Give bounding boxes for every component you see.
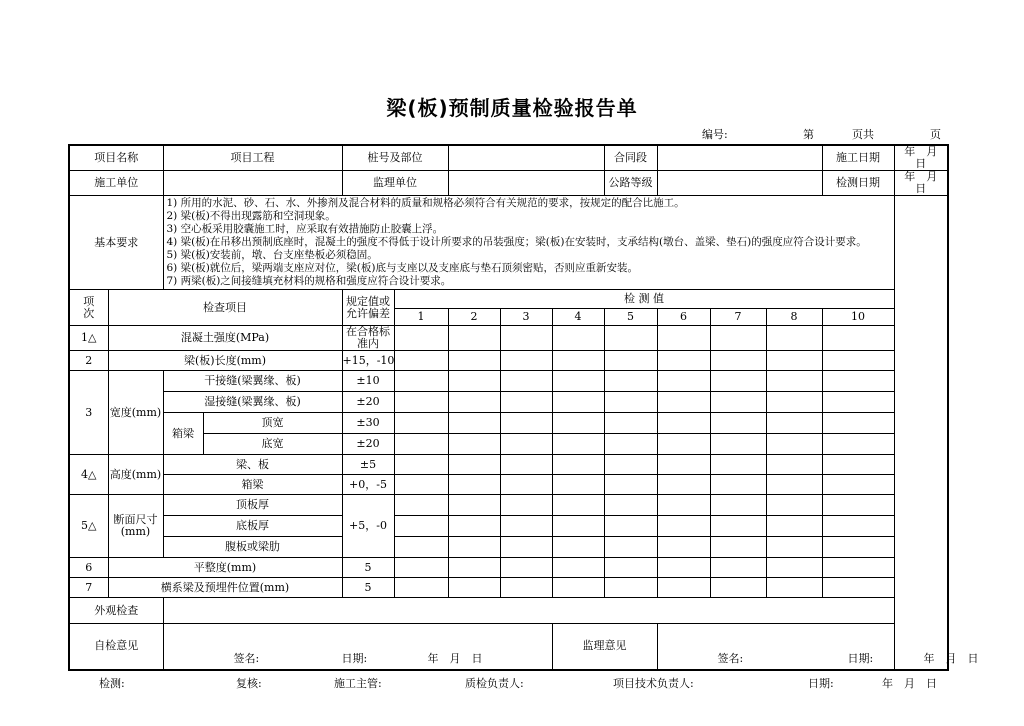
measure-cell[interactable] (500, 578, 552, 598)
page-unit: 页 (930, 128, 941, 141)
measure-cell[interactable] (394, 351, 448, 371)
measure-cell[interactable] (500, 434, 552, 455)
sub-item: 湿接缝(梁翼缘、板) (163, 392, 342, 413)
measure-cell[interactable] (604, 558, 657, 578)
measure-cell[interactable] (657, 413, 710, 434)
sub-item: 箱梁 (163, 475, 342, 495)
measure-cell[interactable] (657, 578, 710, 598)
spec-value: ±30 (342, 413, 394, 434)
measure-cell[interactable] (822, 326, 894, 351)
spec-value: 在合格标准内 (342, 326, 394, 351)
measure-col-header: 5 (604, 309, 657, 326)
sub-item: 顶板厚 (163, 495, 342, 516)
supervision-ymd: 年 月 日 (923, 651, 979, 665)
requirement-line: 5) 梁(板)安装前，墩、台支座垫板必须稳固。 (166, 249, 378, 261)
measure-cell[interactable] (448, 413, 500, 434)
measure-cell[interactable] (657, 558, 710, 578)
measure-cell[interactable] (394, 392, 448, 413)
check-item: 混凝土强度(MPa) (108, 326, 342, 351)
footer-site-manager: 施工主管: (334, 677, 382, 690)
measure-cell[interactable] (710, 434, 766, 455)
measure-cell[interactable] (448, 371, 500, 392)
measure-cell[interactable] (448, 558, 500, 578)
measure-cell[interactable] (394, 495, 448, 516)
spec-value: ±20 (342, 392, 394, 413)
measure-cell[interactable] (822, 475, 894, 495)
measure-cell[interactable] (822, 495, 894, 516)
measure-cell[interactable] (552, 455, 604, 475)
measure-cell[interactable] (657, 371, 710, 392)
project-name-label: 项目名称 (69, 145, 163, 171)
measure-cell[interactable] (552, 495, 604, 516)
measure-cell[interactable] (604, 326, 657, 351)
measure-cell[interactable] (604, 537, 657, 558)
measure-cell[interactable] (448, 495, 500, 516)
contract-value[interactable] (657, 145, 822, 171)
measure-cell[interactable] (500, 326, 552, 351)
supervisor-value[interactable] (448, 171, 604, 196)
measure-cell[interactable] (657, 351, 710, 371)
measure-cell[interactable] (448, 475, 500, 495)
report-title: 梁(板)预制质量检验报告单 (386, 96, 638, 120)
measure-cell[interactable] (657, 326, 710, 351)
basic-requirements-text (163, 196, 894, 290)
construction-date-value[interactable]: 年 月 日 (894, 145, 948, 171)
measured-values-header: 检 测 值 (394, 290, 894, 309)
item-number: 5△ (69, 495, 108, 558)
measure-cell[interactable] (710, 516, 766, 537)
measure-col-header: 3 (500, 309, 552, 326)
sub-item: 梁、板 (163, 455, 342, 475)
sub-item: 箱梁 (163, 413, 203, 455)
station-label: 桩号及部位 (342, 145, 448, 171)
measure-cell[interactable] (766, 537, 822, 558)
spec-value: 5 (342, 578, 394, 598)
measure-cell[interactable] (657, 475, 710, 495)
measure-cell[interactable] (552, 351, 604, 371)
measure-cell[interactable] (710, 475, 766, 495)
measure-cell[interactable] (448, 537, 500, 558)
measure-cell[interactable] (766, 578, 822, 598)
measure-cell[interactable] (552, 516, 604, 537)
requirement-line: 4) 梁(板)在吊移出预制底座时，混凝土的强度不得低于设计所要求的吊装强度；梁(板)在安装时，支承结构(墩台、盖梁、垫石)的强度应符合设计要求。 (166, 236, 867, 248)
requirement-line: 6) 梁(板)就位后，梁两端支座应对位，梁(板)底与支座以及支座底与垫石顶须密贴，否则应重新安装。 (166, 262, 638, 274)
spec-value: ±5 (342, 455, 394, 475)
measure-col-header: 6 (657, 309, 710, 326)
measure-cell[interactable] (604, 351, 657, 371)
measure-cell[interactable] (822, 371, 894, 392)
measure-cell[interactable] (394, 326, 448, 351)
supervisor-label: 监理单位 (342, 171, 448, 196)
test-date-label: 检测日期 (822, 171, 894, 196)
self-check-field[interactable] (163, 624, 552, 670)
check-item: 高度(mm) (108, 455, 163, 495)
measure-cell[interactable] (822, 537, 894, 558)
measure-col-header: 8 (766, 309, 822, 326)
road-grade-label: 公路等级 (604, 171, 657, 196)
measure-cell[interactable] (822, 351, 894, 371)
measure-cell[interactable] (766, 371, 822, 392)
item-number: 4△ (69, 455, 108, 495)
requirement-line: 7) 两梁(板)之间接缝填充材料的规格和强度应符合设计要求。 (166, 275, 452, 287)
measure-cell[interactable] (500, 558, 552, 578)
measure-cell[interactable] (394, 558, 448, 578)
measure-cell[interactable] (657, 516, 710, 537)
measure-cell[interactable] (822, 578, 894, 598)
sub-item: 干接缝(梁翼缘、板) (163, 371, 342, 392)
requirement-line: 1) 所用的水泥、砂、石、水、外掺剂及混合材料的质量和规格必须符合有关规范的要求，按规定的配合比施工。 (166, 197, 685, 209)
measure-cell[interactable] (448, 455, 500, 475)
measure-cell[interactable] (604, 516, 657, 537)
measure-cell[interactable] (500, 413, 552, 434)
measure-col-header: 2 (448, 309, 500, 326)
appearance-check-field[interactable] (163, 598, 894, 624)
measure-cell[interactable] (710, 413, 766, 434)
basic-requirements-label: 基本要求 (69, 196, 163, 290)
check-item: 平整度(mm) (108, 558, 342, 578)
footer-tech-lead: 项目技术负责人: (613, 677, 694, 690)
measure-cell[interactable] (710, 351, 766, 371)
measure-cell[interactable] (394, 413, 448, 434)
footer-signatures (0, 675, 1024, 689)
check-item: 断面尺寸 (mm) (108, 495, 163, 558)
spec-value: ±20 (342, 434, 394, 455)
measure-cell[interactable] (552, 326, 604, 351)
measure-cell[interactable] (822, 455, 894, 475)
measure-cell[interactable] (710, 537, 766, 558)
contractor-value[interactable] (163, 171, 342, 196)
footer-ymd: 年 月 日 (882, 677, 937, 690)
measure-cell[interactable] (822, 413, 894, 434)
measure-cell[interactable] (552, 371, 604, 392)
measure-cell[interactable] (552, 413, 604, 434)
footer-inspect: 检测: (99, 677, 125, 690)
measure-cell[interactable] (604, 578, 657, 598)
measure-cell[interactable] (448, 392, 500, 413)
requirement-line: 2) 梁(板)不得出现露筋和空洞现象。 (166, 210, 336, 222)
measure-cell[interactable] (766, 475, 822, 495)
measure-cell[interactable] (766, 558, 822, 578)
spec-value: +5，-0 (342, 495, 394, 558)
measure-cell[interactable] (394, 516, 448, 537)
sub-item: 底板厚 (163, 516, 342, 537)
measure-cell[interactable] (394, 537, 448, 558)
measure-cell[interactable] (604, 392, 657, 413)
supervision-date-label: 日期: (847, 651, 874, 665)
measure-cell[interactable] (500, 351, 552, 371)
measure-cell[interactable] (394, 475, 448, 495)
measure-cell[interactable] (710, 455, 766, 475)
measure-cell[interactable] (766, 495, 822, 516)
supervision-field[interactable] (657, 624, 979, 670)
appearance-check-label: 外观检查 (69, 598, 163, 624)
measure-cell[interactable] (710, 392, 766, 413)
measure-col-header: 7 (710, 309, 766, 326)
spec-value: +15，-10 (342, 351, 394, 371)
measure-cell[interactable] (766, 326, 822, 351)
sub-item: 腹板或梁肋 (163, 537, 342, 558)
check-item: 梁(板)长度(mm) (108, 351, 342, 371)
measure-cell[interactable] (500, 495, 552, 516)
measure-cell[interactable] (500, 475, 552, 495)
page-total-label: 页共 (852, 128, 874, 141)
measure-cell[interactable] (500, 371, 552, 392)
measure-cell[interactable] (604, 495, 657, 516)
measure-cell[interactable] (604, 475, 657, 495)
measure-cell[interactable] (448, 326, 500, 351)
measure-cell[interactable] (822, 516, 894, 537)
measure-cell[interactable] (448, 351, 500, 371)
item-number-header: 项 次 (69, 290, 108, 326)
measure-cell[interactable] (394, 371, 448, 392)
supervision-label: 监理意见 (552, 624, 657, 670)
measure-cell[interactable] (552, 392, 604, 413)
contract-label: 合同段 (604, 145, 657, 171)
measure-cell[interactable] (766, 455, 822, 475)
footer-qc-lead: 质检负责人: (465, 677, 524, 690)
check-item: 横系梁及预埋件位置(mm) (108, 578, 342, 598)
measure-cell[interactable] (448, 516, 500, 537)
item-number: 1△ (69, 326, 108, 351)
measure-cell[interactable] (766, 516, 822, 537)
measure-cell[interactable] (604, 413, 657, 434)
spec-value: +0，-5 (342, 475, 394, 495)
sub-item: 底宽 (203, 434, 342, 455)
number-label: 编号: (702, 128, 728, 141)
station-value[interactable] (448, 145, 604, 171)
measure-cell[interactable] (822, 392, 894, 413)
measure-cell[interactable] (448, 434, 500, 455)
measure-cell[interactable] (710, 326, 766, 351)
measure-col-header: 4 (552, 309, 604, 326)
contractor-label: 施工单位 (69, 171, 163, 196)
check-item: 宽度(mm) (108, 371, 163, 455)
measure-col-header: 1 (394, 309, 448, 326)
measure-cell[interactable] (552, 578, 604, 598)
measure-cell[interactable] (710, 558, 766, 578)
measure-cell[interactable] (657, 455, 710, 475)
measure-cell[interactable] (500, 455, 552, 475)
spec-header: 规定值或 允许偏差 (342, 290, 394, 326)
footer-review: 复核: (236, 677, 262, 690)
spec-value: 5 (342, 558, 394, 578)
measure-cell[interactable] (766, 434, 822, 455)
measure-cell[interactable] (394, 455, 448, 475)
measure-cell[interactable] (657, 392, 710, 413)
measure-cell[interactable] (604, 455, 657, 475)
spec-value: ±10 (342, 371, 394, 392)
measure-cell[interactable] (500, 537, 552, 558)
measure-cell[interactable] (657, 434, 710, 455)
supervision-sign-label: 签名: (717, 651, 744, 665)
item-number: 2 (69, 351, 108, 371)
self-check-label: 自检意见 (69, 624, 163, 670)
self-check-sign-label: 签名: (233, 651, 260, 665)
inspection-form (68, 144, 979, 671)
measure-cell[interactable] (710, 495, 766, 516)
measure-cell[interactable] (710, 578, 766, 598)
measure-cell[interactable] (552, 537, 604, 558)
requirement-line: 3) 空心板采用胶囊施工时，应采取有效措施防止胶囊上浮。 (166, 223, 444, 235)
check-item-header: 检查项目 (108, 290, 342, 326)
measure-cell[interactable] (657, 537, 710, 558)
test-date-value[interactable]: 年 月 日 (894, 171, 948, 196)
measure-cell[interactable] (657, 495, 710, 516)
measure-cell[interactable] (552, 558, 604, 578)
self-check-ymd: 年 月 日 (427, 651, 483, 665)
measure-cell[interactable] (604, 434, 657, 455)
self-check-date-label: 日期: (341, 651, 368, 665)
measure-cell[interactable] (822, 558, 894, 578)
measure-cell[interactable] (394, 578, 448, 598)
measure-cell[interactable] (552, 434, 604, 455)
measure-cell[interactable] (394, 434, 448, 455)
measure-cell[interactable] (552, 475, 604, 495)
measure-cell[interactable] (500, 392, 552, 413)
sub-item: 顶宽 (203, 413, 342, 434)
measure-cell[interactable] (766, 413, 822, 434)
measure-cell[interactable] (766, 351, 822, 371)
measure-cell[interactable] (710, 371, 766, 392)
page-label: 第 (803, 128, 814, 141)
item-number: 6 (69, 558, 108, 578)
footer-date-label: 日期: (808, 677, 834, 690)
measure-cell[interactable] (500, 516, 552, 537)
project-name-value[interactable]: 项目工程 (163, 145, 342, 171)
measure-cell[interactable] (448, 578, 500, 598)
item-number: 3 (69, 371, 108, 455)
measure-col-header: 10 (822, 309, 894, 326)
road-grade-value[interactable] (657, 171, 822, 196)
construction-date-label: 施工日期 (822, 145, 894, 171)
measure-cell[interactable] (766, 392, 822, 413)
item-number: 7 (69, 578, 108, 598)
measure-cell[interactable] (822, 434, 894, 455)
measure-cell[interactable] (604, 371, 657, 392)
